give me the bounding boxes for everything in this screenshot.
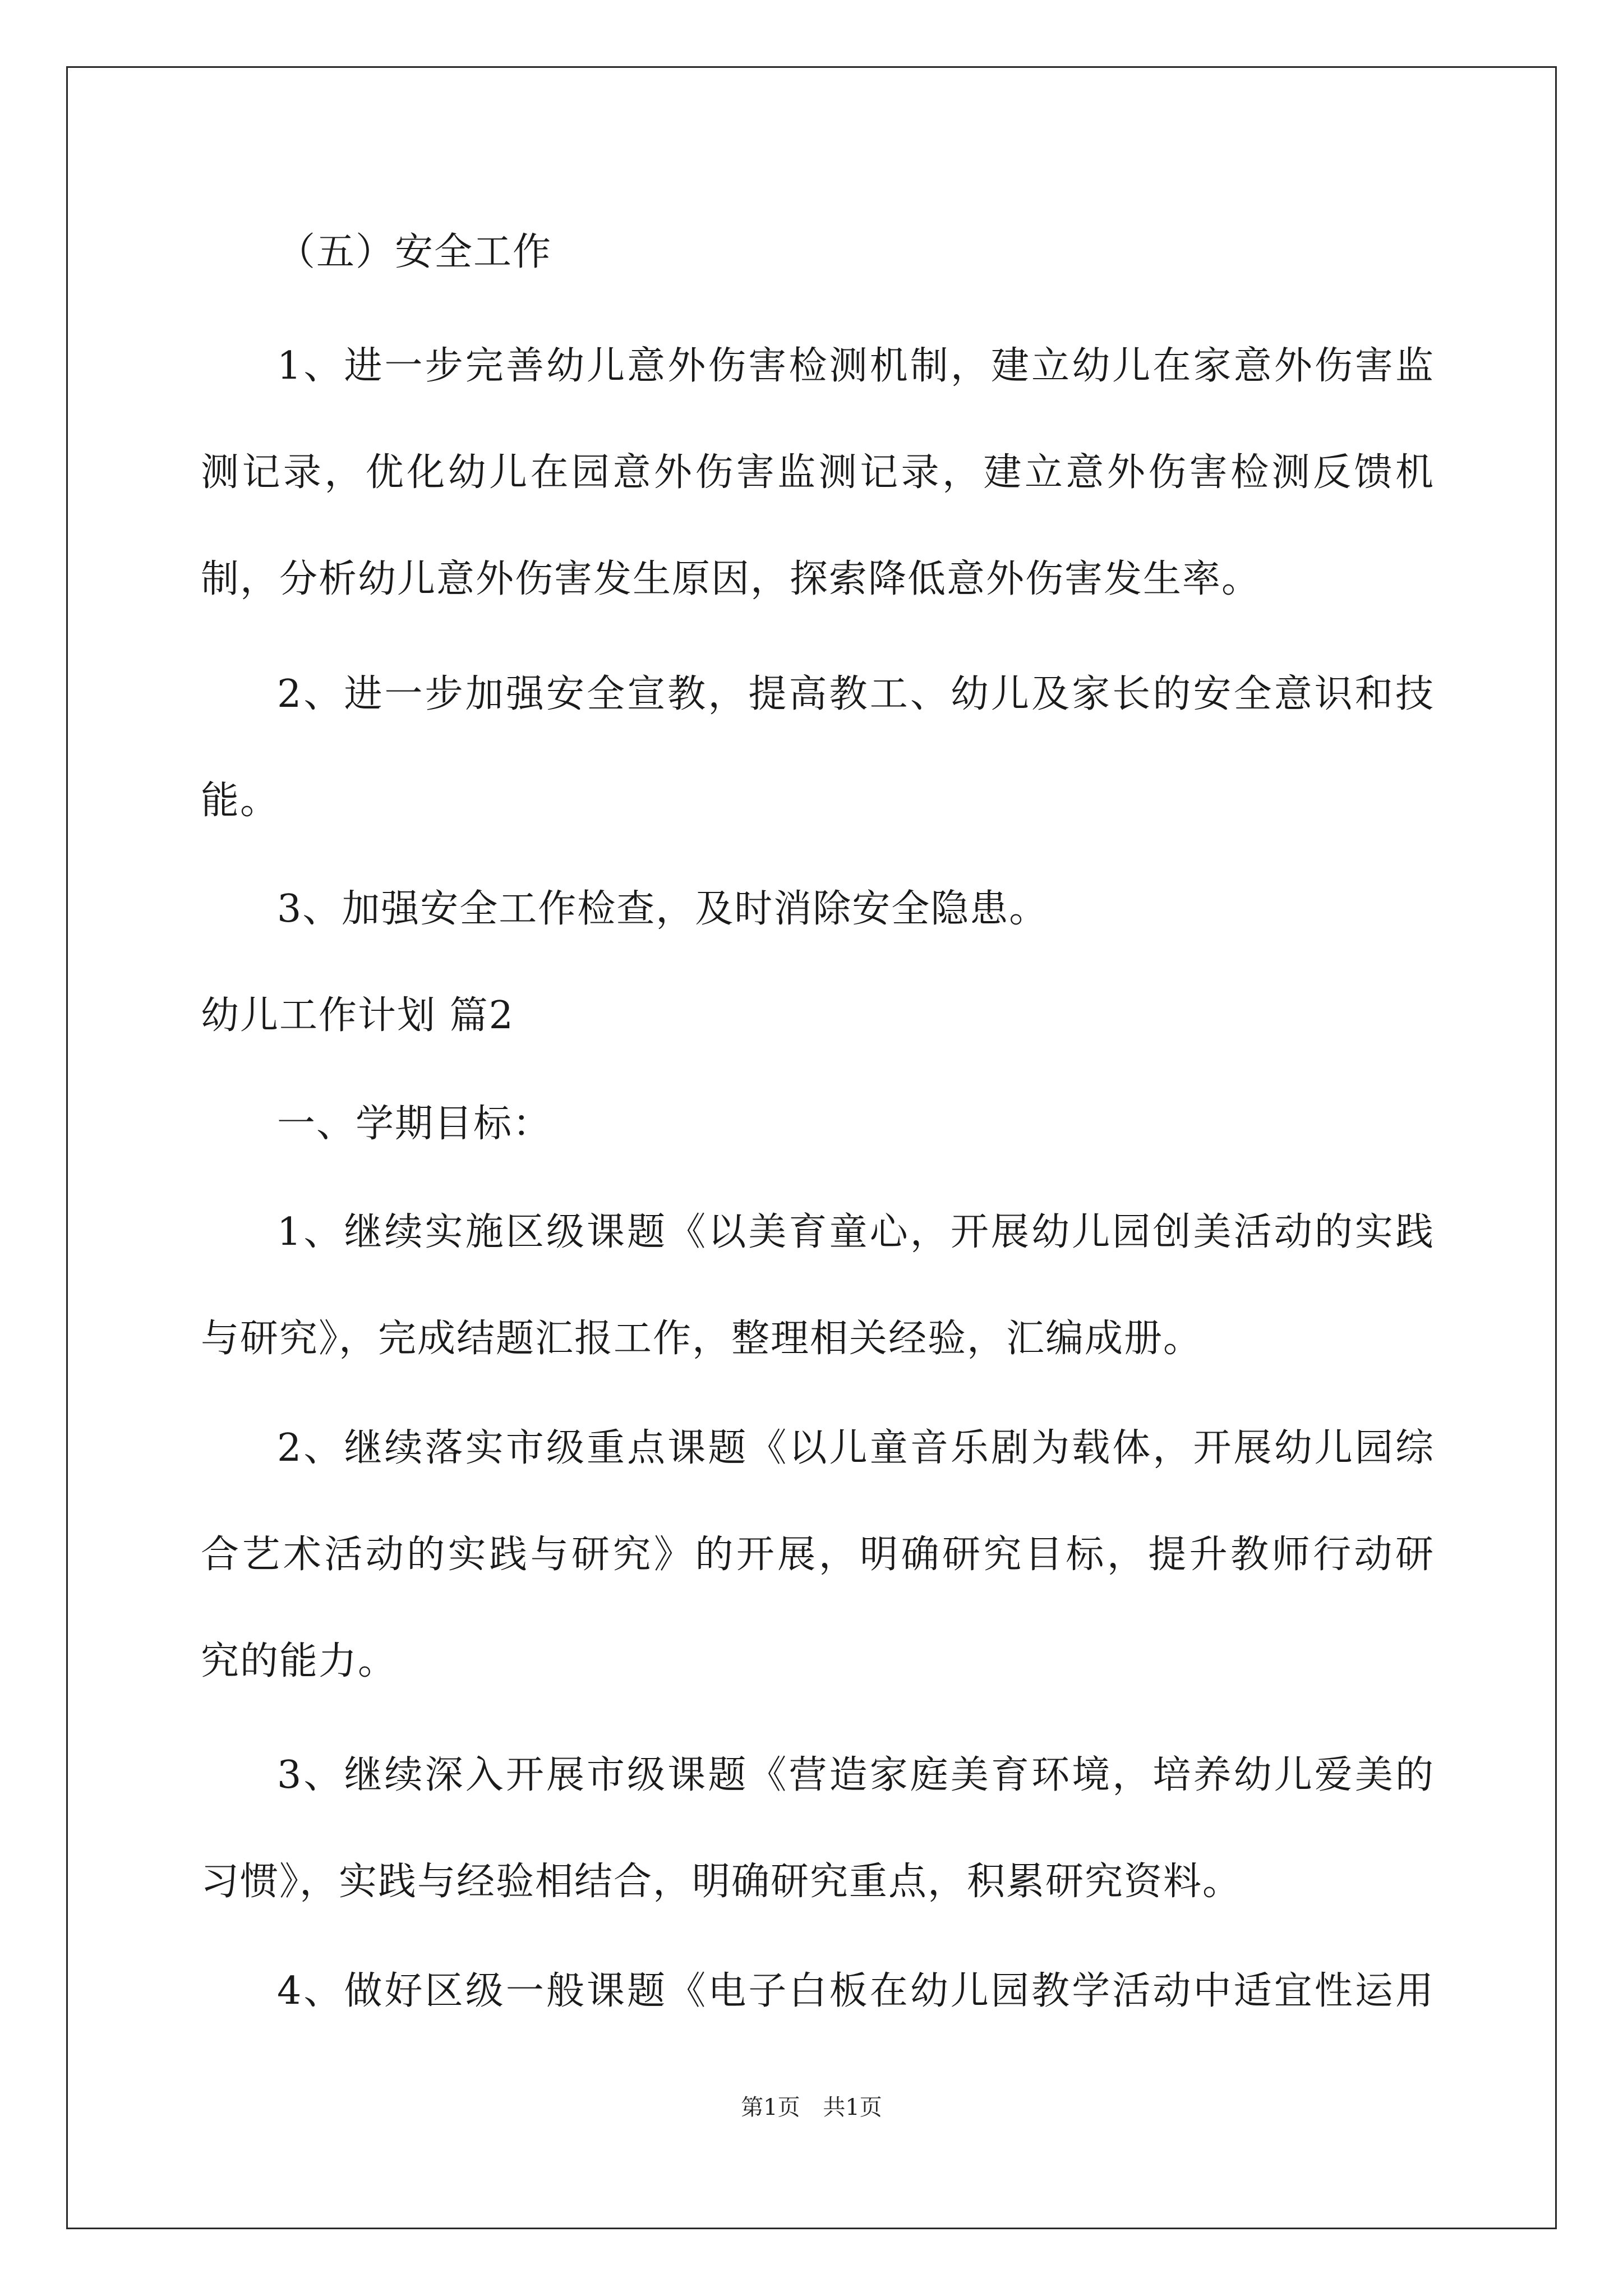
paragraph-line: 能。 — [201, 779, 280, 823]
paragraph-line: 究的能力。 — [201, 1639, 398, 1683]
paragraph-line: 测记录，优化幼儿在园意外伤害监测记录，建立意外伤害检测反馈机 — [201, 450, 1435, 495]
section-heading: 一、学期目标： — [277, 1102, 552, 1146]
page-number: 第1页 — [741, 2095, 800, 2120]
paragraph-line: 4、做好区级一般课题《电子白板在幼儿园教学活动中适宜性运用 — [277, 1969, 1435, 2013]
section-heading: （五）安全工作 — [277, 230, 552, 274]
paragraph-line: 1、继续实施区级课题《以美育童心，开展幼儿园创美活动的实践 — [277, 1210, 1435, 1254]
page-total: 共1页 — [823, 2095, 882, 2120]
paragraph-line: 合艺术活动的实践与研究》的开展，明确研究目标，提升教师行动研 — [201, 1533, 1435, 1577]
section-title: 幼儿工作计划 篇2 — [201, 993, 514, 1038]
paragraph-line: 习惯》，实践与经验相结合，明确研究重点，积累研究资料。 — [201, 1860, 1242, 1904]
paragraph-line: 与研究》，完成结题汇报工作，整理相关经验，汇编成册。 — [201, 1317, 1203, 1361]
paragraph-line: 2、进一步加强安全宣教，提高教工、幼儿及家长的安全意识和技 — [277, 672, 1435, 716]
paragraph-line: 1、进一步完善幼儿意外伤害检测机制，建立幼儿在家意外伤害监 — [277, 344, 1435, 388]
paragraph-line: 3、继续深入开展市级课题《营造家庭美育环境，培养幼儿爱美的 — [277, 1753, 1435, 1797]
page-footer — [0, 2090, 1623, 2122]
paragraph-line: 2、继续落实市级重点课题《以儿童音乐剧为载体，开展幼儿园综 — [277, 1426, 1435, 1470]
paragraph-line: 3、加强安全工作检查，及时消除安全隐患。 — [277, 887, 1049, 931]
paragraph-line: 制，分析幼儿意外伤害发生原因，探索降低意外伤害发生率。 — [201, 557, 1261, 601]
